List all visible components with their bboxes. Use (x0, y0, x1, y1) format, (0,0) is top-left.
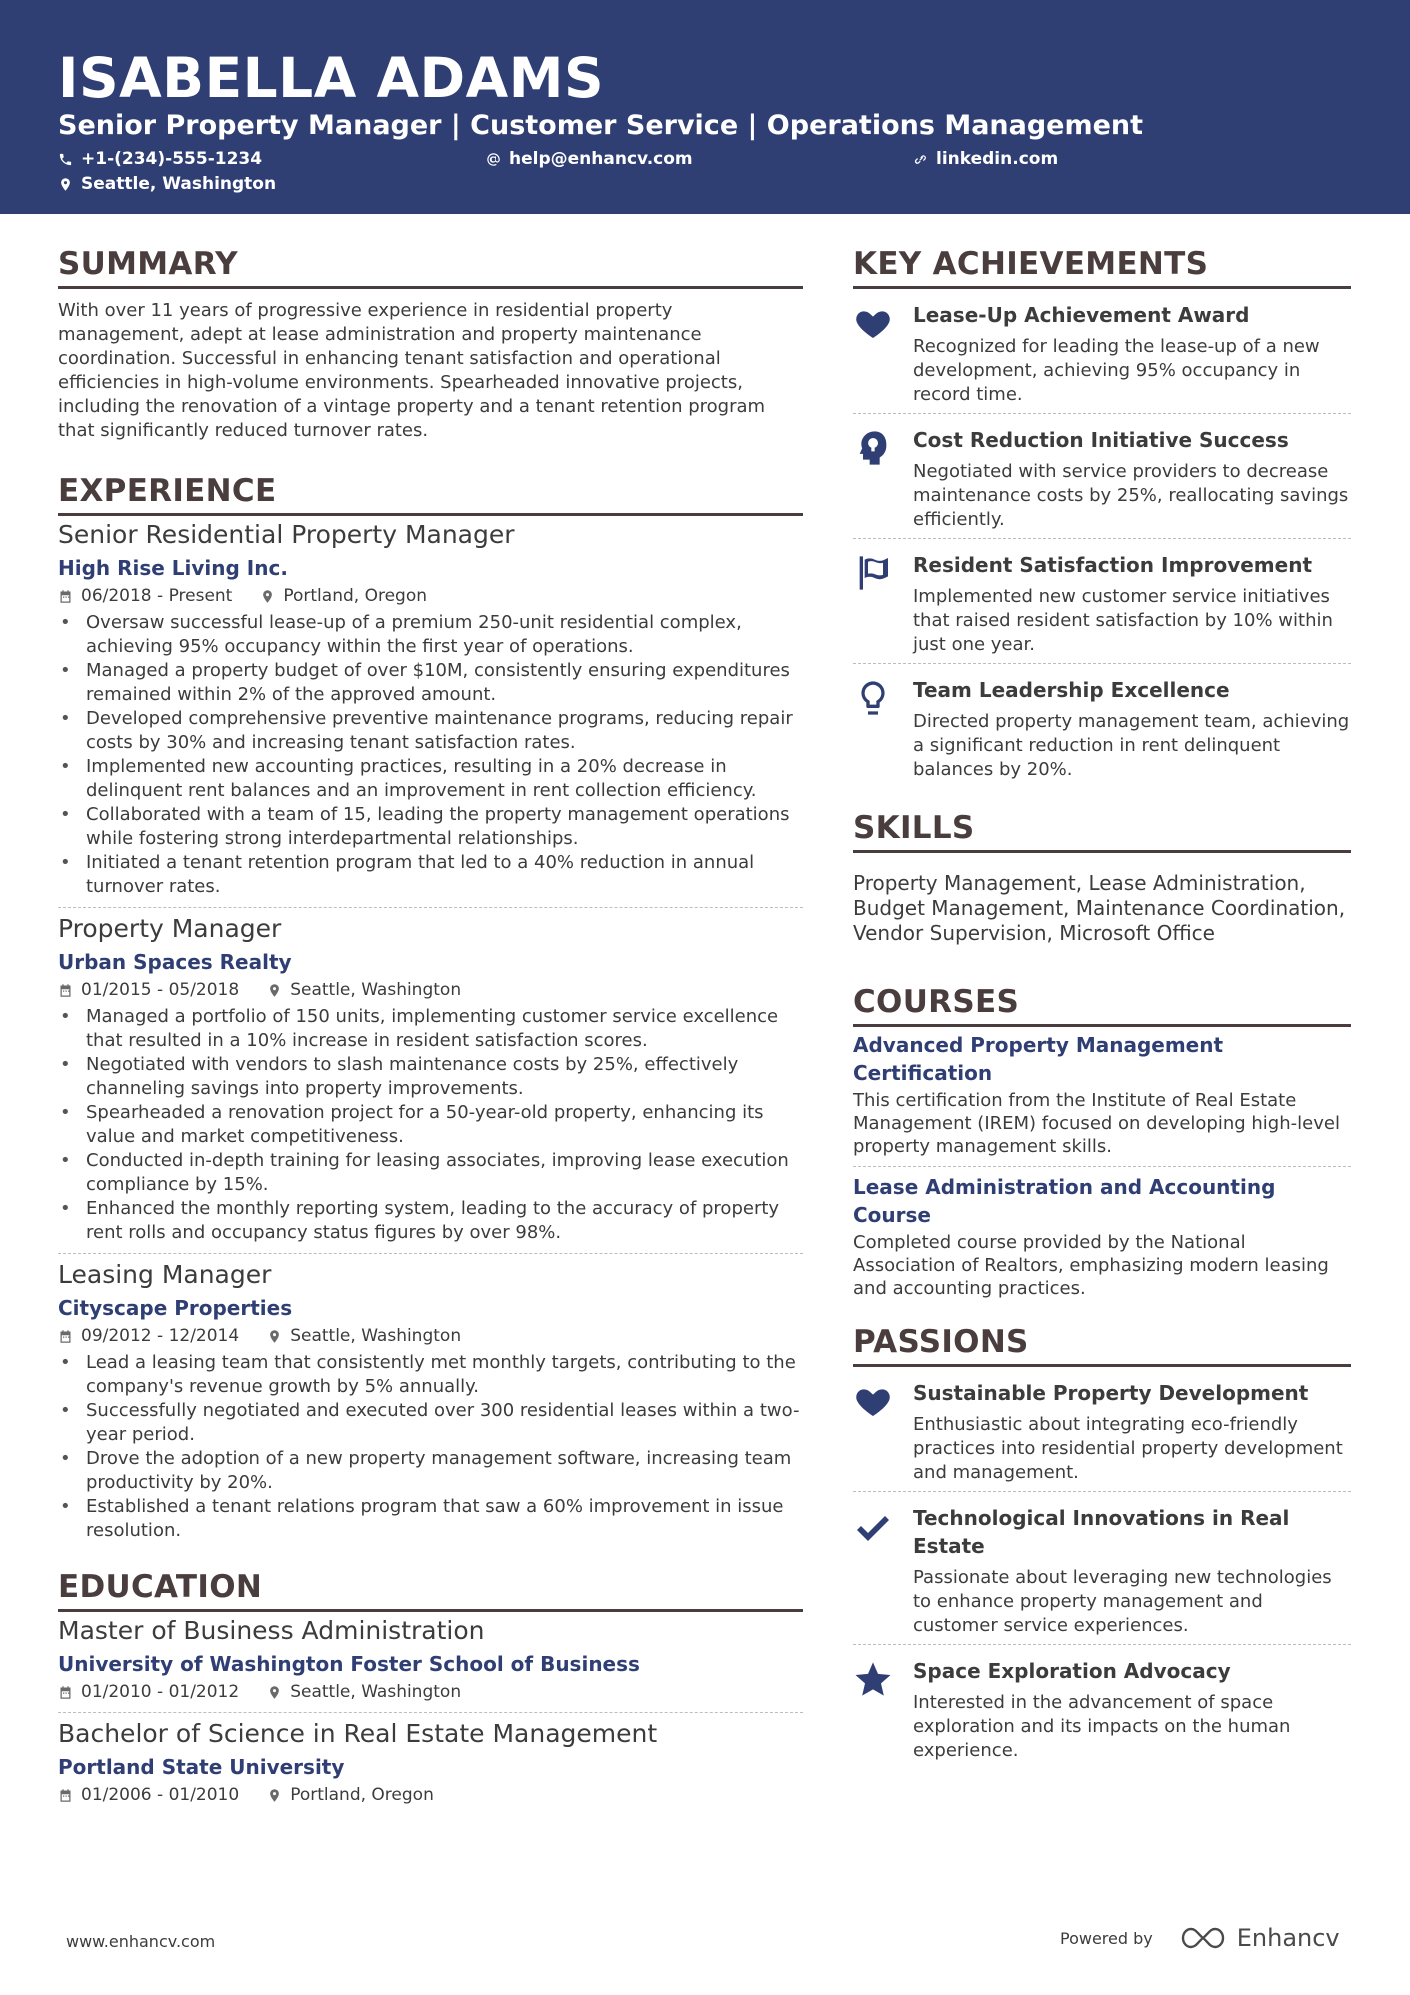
achievement-desc: Recognized for leading the lease-up of a new development, achieving 95% occupancy in record time. (913, 336, 1320, 405)
section-title-experience: EXPERIENCE (58, 473, 277, 509)
passion-desc: Interested in the advancement of space exploration and its impacts on the human experience. (913, 1692, 1291, 1761)
job-location: Seattle, Washington (290, 980, 462, 1000)
resume-header (0, 0, 1410, 214)
edu-location: Seattle, Washington (290, 1682, 462, 1702)
linkedin-text: linkedin.com (936, 149, 1059, 169)
job-dates: 01/2015 - 05/2018 (81, 980, 240, 1000)
achievement-desc: Implemented new customer service initiatives that raised resident satisfaction by 10% within just one year. (913, 586, 1333, 655)
course-item (853, 1031, 1351, 1158)
bullet-item: • Developed comprehensive preventive maintenance programs, reducing repair costs by 30% and increasing tenant satisfaction rates. (58, 707, 803, 755)
enhancv-logo-icon (1179, 1925, 1227, 1951)
job-bullets (58, 611, 803, 899)
bullet-item: • Enhanced the monthly reporting system, leading to the accuracy of property rent rolls and occupancy status figures by over 98%. (58, 1197, 803, 1245)
flag-icon (853, 553, 893, 593)
contact-linkedin[interactable] (913, 147, 1058, 171)
at-icon (486, 152, 501, 167)
course-desc: Completed course provided by the National Association of Realtors, emphasizing modern leasing and accounting practices. (853, 1232, 1329, 1299)
bullet-item: • Collaborated with a team of 15, leading the property management operations while fostering strong interdepartmental relationships. (58, 803, 803, 851)
job-dates: 06/2018 - Present (81, 586, 233, 606)
location-pin-icon (267, 1685, 282, 1700)
location-pin-icon (267, 1329, 282, 1344)
email-text: help@enhancv.com (509, 149, 693, 169)
job-role: Senior Residential Property Manager (58, 520, 515, 549)
experience-item (58, 1258, 803, 1543)
section-divider (58, 1609, 803, 1612)
education-item (58, 1614, 803, 1704)
bullet-item: • Negotiated with vendors to slash maintenance costs by 25%, effectively channeling savings into property improvements. (58, 1053, 803, 1101)
calendar-icon (58, 1329, 73, 1344)
job-role: Leasing Manager (58, 1260, 272, 1289)
phone-text: +1-(234)-555-1234 (81, 149, 263, 169)
passion-title: Technological Innovations in Real Estate (913, 1506, 1290, 1558)
summary-text: With over 11 years of progressive experience in residential property management, adept at lease administration and property maintenance coordination. Successful in enhancing tenant satisfaction and operational efficiencies in high-volume environments. Spearheaded innovative projects, including the renovation of a vintage property and a tenant retention program that significantly reduced turnover rates. (58, 300, 766, 441)
star-icon (853, 1659, 893, 1699)
passion-item (853, 1492, 1351, 1644)
job-bullets (58, 1351, 803, 1543)
right-column (853, 244, 1351, 1769)
achievement-desc: Directed property management team, achieving a significant reduction in rent delinquent balances by 20%. (913, 711, 1350, 780)
skills-list: Property Management, Lease Administration, Budget Management, Maintenance Coordination, Vendor Supervision, Microsoft Office (853, 871, 1346, 945)
edu-degree: Bachelor of Science in Real Estate Management (58, 1719, 658, 1748)
contact-location (58, 172, 276, 196)
section-title-skills: SKILLS (853, 810, 975, 846)
edu-school: Portland State University (58, 1755, 345, 1779)
job-company: Urban Spaces Realty (58, 950, 292, 974)
job-company: High Rise Living Inc. (58, 556, 288, 580)
check-icon (853, 1506, 893, 1546)
edu-degree: Master of Business Administration (58, 1616, 485, 1645)
footer-branding (1060, 1924, 1340, 1952)
job-dates: 09/2012 - 12/2014 (81, 1326, 240, 1346)
candidate-headline: Senior Property Manager | Customer Service | Operations Management (58, 110, 1144, 141)
location-pin-icon (260, 589, 275, 604)
section-divider (58, 513, 803, 516)
job-bullets (58, 1005, 803, 1245)
location-text: Seattle, Washington (81, 174, 277, 194)
calendar-icon (58, 983, 73, 998)
item-divider (58, 907, 803, 908)
powered-by-label: Powered by (1060, 1928, 1153, 1948)
achievement-title: Resident Satisfaction Improvement (913, 553, 1313, 577)
contact-email[interactable] (486, 147, 693, 171)
bullet-item: • Implemented new accounting practices, resulting in a 20% decrease in delinquent rent balances and an improvement in rent collection efficiency. (58, 755, 803, 803)
bullet-item: • Established a tenant relations program that saw a 60% improvement in issue resolution. (58, 1495, 803, 1543)
passion-item (853, 1367, 1351, 1491)
education-item (58, 1717, 803, 1807)
experience-item (58, 518, 803, 899)
heart-icon (853, 1381, 893, 1421)
bullet-item: • Managed a property budget of over $10M, consistently ensuring expenditures remained within 2% of the approved amount. (58, 659, 803, 707)
achievement-item (853, 414, 1351, 538)
contact-phone (58, 147, 262, 171)
achievement-item (853, 289, 1351, 413)
link-icon (913, 152, 928, 167)
edu-dates: 01/2010 - 01/2012 (81, 1682, 240, 1702)
calendar-icon (58, 1788, 73, 1803)
passion-title: Sustainable Property Development (913, 1381, 1309, 1405)
bullet-item: • Drove the adoption of a new property management software, increasing team productivity by 20%. (58, 1447, 803, 1495)
bullet-item: • Lead a leasing team that consistently met monthly targets, contributing to the company's revenue growth by 5% annually. (58, 1351, 803, 1399)
heart-icon (853, 303, 893, 343)
section-divider (853, 1024, 1351, 1027)
job-meta (58, 978, 803, 1002)
section-title-summary: SUMMARY (58, 246, 238, 282)
item-divider (58, 1712, 803, 1713)
left-column (58, 244, 803, 1807)
bullet-item: • Managed a portfolio of 150 units, implementing customer service excellence that resulted in a 10% increase in resident satisfaction scores. (58, 1005, 803, 1053)
edu-location: Portland, Oregon (290, 1785, 434, 1805)
passion-item (853, 1645, 1351, 1769)
candidate-name: ISABELLA ADAMS (58, 46, 605, 110)
achievement-item (853, 664, 1351, 788)
phone-icon (58, 152, 73, 167)
item-divider (853, 1166, 1351, 1167)
edu-school: University of Washington Foster School of Business (58, 1652, 640, 1676)
section-title-courses: COURSES (853, 984, 1020, 1020)
achievement-item (853, 539, 1351, 663)
bullet-item: • Successfully negotiated and executed over 300 residential leases within a two-year period. (58, 1399, 803, 1447)
calendar-icon (58, 1685, 73, 1700)
job-company: Cityscape Properties (58, 1296, 293, 1320)
course-item (853, 1173, 1351, 1300)
bullet-item: • Spearheaded a renovation project for a 50-year-old property, enhancing its value and market competitiveness. (58, 1101, 803, 1149)
experience-item (58, 912, 803, 1245)
achievement-desc: Negotiated with service providers to decrease maintenance costs by 25%, reallocating savings efficiently. (913, 461, 1349, 530)
section-divider (853, 850, 1351, 853)
head-icon (853, 428, 893, 468)
job-role: Property Manager (58, 914, 282, 943)
job-meta (58, 584, 803, 608)
achievement-title: Lease-Up Achievement Award (913, 303, 1250, 327)
calendar-icon (58, 589, 73, 604)
course-title: Lease Administration and Accounting Course (853, 1175, 1276, 1227)
course-title: Advanced Property Management Certification (853, 1033, 1224, 1085)
edu-dates: 01/2006 - 01/2010 (81, 1785, 240, 1805)
achievement-title: Cost Reduction Initiative Success (913, 428, 1289, 452)
edu-meta (58, 1783, 803, 1807)
achievement-title: Team Leadership Excellence (913, 678, 1230, 702)
brand-name: Enhancv (1236, 1924, 1340, 1952)
section-title-achievements: KEY ACHIEVEMENTS (853, 246, 1209, 282)
section-title-education: EDUCATION (58, 1569, 263, 1605)
course-desc: This certification from the Institute of Real Estate Management (IREM) focused on developing high-level property management skills. (853, 1090, 1340, 1157)
section-divider (58, 286, 803, 289)
location-pin-icon (267, 1788, 282, 1803)
edu-meta (58, 1680, 803, 1704)
location-pin-icon (58, 177, 73, 192)
job-location: Portland, Oregon (283, 586, 427, 606)
bullet-item: • Conducted in-depth training for leasing associates, improving lease execution compliance by 15%. (58, 1149, 803, 1197)
footer-website[interactable]: www.enhancv.com (66, 1932, 216, 1951)
lightbulb-icon (853, 678, 893, 718)
section-title-passions: PASSIONS (853, 1324, 1029, 1360)
bullet-item: • Initiated a tenant retention program that led to a 40% reduction in annual turnover rates. (58, 851, 803, 899)
job-location: Seattle, Washington (290, 1326, 462, 1346)
passion-desc: Passionate about leveraging new technologies to enhance property management and customer service experiences. (913, 1567, 1332, 1636)
job-meta (58, 1324, 803, 1348)
passion-desc: Enthusiastic about integrating eco-friendly practices into residential property development and management. (913, 1414, 1343, 1483)
brand-logo[interactable] (1179, 1924, 1340, 1952)
location-pin-icon (267, 983, 282, 998)
passion-title: Space Exploration Advocacy (913, 1659, 1231, 1683)
item-divider (58, 1253, 803, 1254)
bullet-item: • Oversaw successful lease-up of a premium 250-unit residential complex, achieving 95% occupancy within the first year of operations. (58, 611, 803, 659)
